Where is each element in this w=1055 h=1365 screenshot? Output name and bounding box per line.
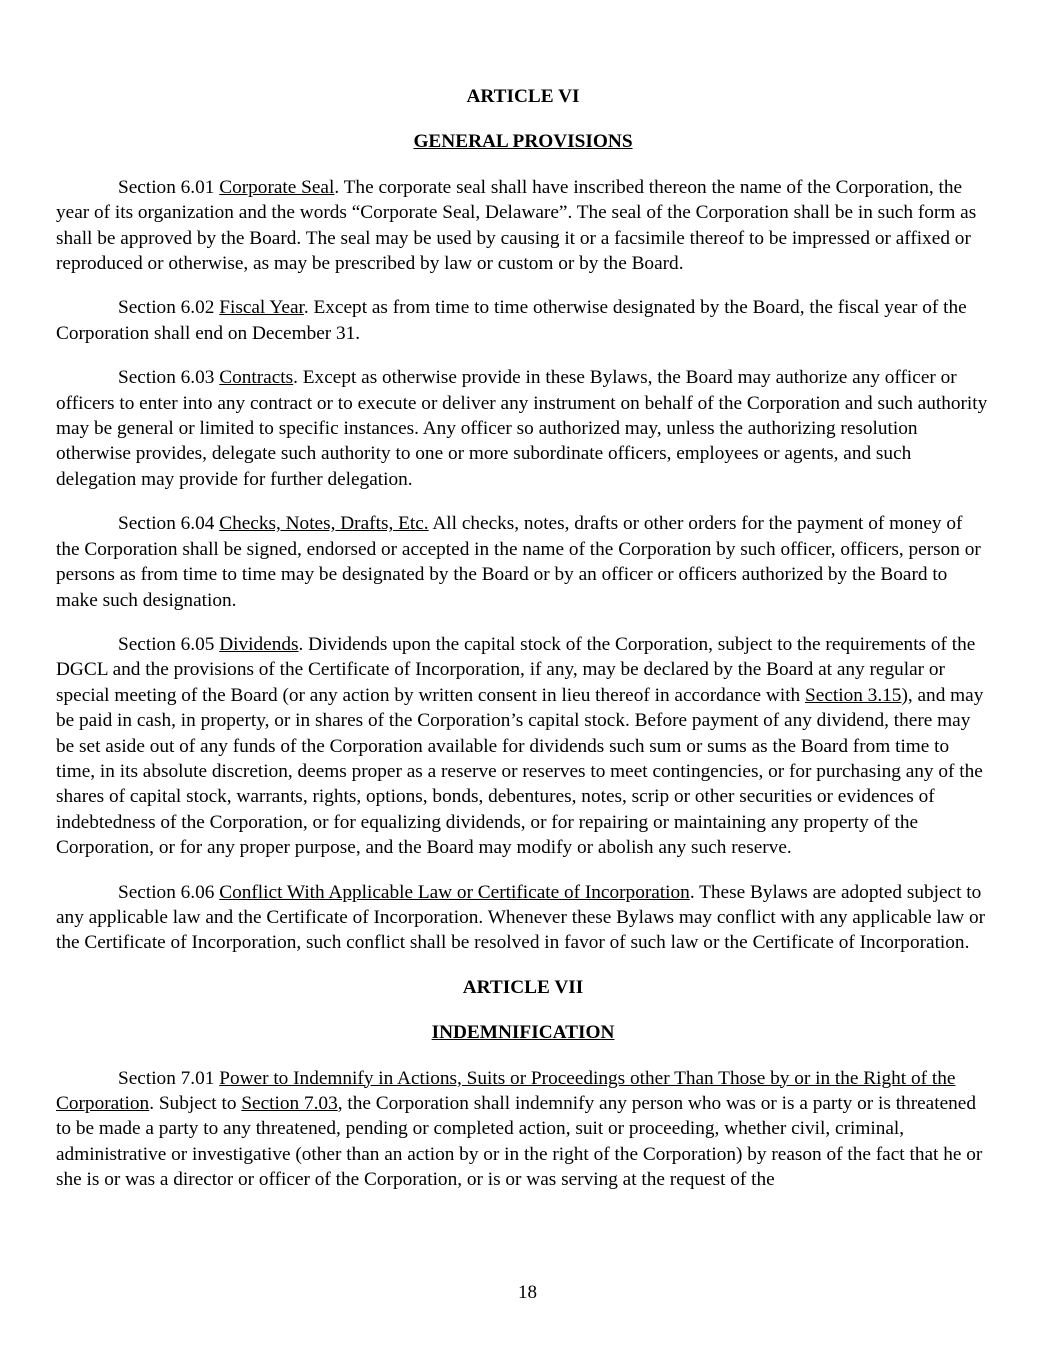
section-caption: Conflict With Applicable Law or Certificate of Incorporation (219, 881, 690, 903)
section-text: . Subject to (149, 1093, 242, 1114)
section-caption: Checks, Notes, Drafts, Etc. (219, 513, 429, 535)
section-7-01 (56, 1066, 990, 1193)
section-number: Section 6.01 (118, 176, 215, 198)
page-number: 18 (518, 1282, 537, 1303)
section-text: . Except as from time to time otherwise designated by the Board, the fiscal year of the Corporation shall end on December 31. (56, 297, 967, 344)
section-6-05 (56, 632, 990, 861)
section-reference: Section 3.15 (805, 684, 902, 706)
section-6-01 (56, 175, 990, 277)
section-6-06 (56, 880, 990, 956)
section-number: Section 6.05 (118, 633, 215, 655)
section-text: . These Bylaws are adopted subject to any applicable law and the Certificate of Incorporation. Whenever these Bylaws may conflict with any applicable law or the Certificate of Incorporation, such conflict shall be resolved in favor of such law or the Certificate of Incorporation. (56, 881, 986, 954)
section-caption: Corporate Seal (219, 176, 335, 198)
section-number: Section 6.02 (118, 297, 215, 319)
section-number: Section 6.06 (118, 881, 215, 903)
section-6-02 (56, 295, 990, 346)
section-text: All checks, notes, drafts or other orders for the payment of money of the Corporation shall be signed, endorsed or accepted in the name of the Corporation by such officer, officers, person or persons as from time to time may be designated by the Board or by an officer or officers authorized by the Board to make such designation. (56, 513, 981, 611)
article-vi-title: ARTICLE VI (466, 86, 580, 107)
section-text: . The corporate seal shall have inscribed thereon the name of the Corporation, the year of its organization and the words “Corporate Seal, Delaware”. The seal of the Corporation shall be in such form as shall be approved by the Board. The seal may be used by causing it or a facsimile thereof to be impressed or affixed or reproduced or otherwise, as may be prescribed by law or custom or by the Board. (56, 176, 977, 275)
section-6-03 (56, 365, 990, 492)
section-text-continued: , the Corporation shall indemnify any person who was or is a party or is threatened to be made a party to any threatened, pending or completed action, suit or proceeding, whether civil, criminal, administrative or investigative (other than an action by or in the right of the Corporation) by reason of the fact that he or she is or was a director or officer of the Corporation, or is or was serving at the request of the (56, 1093, 983, 1191)
section-caption: Dividends (219, 633, 299, 655)
section-number: Section 7.01 (118, 1067, 215, 1089)
section-6-04 (56, 511, 990, 613)
section-caption: Fiscal Year (219, 297, 304, 319)
section-number: Section 6.03 (118, 367, 215, 389)
section-reference: Section 7.03 (241, 1093, 338, 1114)
section-caption: Power to Indemnify in Actions, Suits or Proceedings other Than Those by or in the Right of the Corporation (56, 1067, 956, 1114)
section-text-continued: ), and may be paid in cash, in property, or in shares of the Corporation’s capital stock. Before payment of any dividend, there may be set aside out of any funds of the Corporation available for dividends such sum or sums as the Board from time to time, in its absolute discretion, deems proper as a reserve or reserves to meet contingencies, or for purchasing any of the shares of capital stock, warrants, rights, options, bonds, debentures, notes, scrip or other securities or evidences of indebtedness of the Corporation, or for equalizing dividends, or for repairing or maintaining any property of the Corporation, or for any proper purpose, and the Board may modify or abolish any such reserve. (56, 684, 984, 859)
section-number: Section 6.04 (118, 513, 215, 535)
section-caption: Contracts (219, 367, 294, 389)
document-page (56, 84, 990, 1212)
article-vii-title: ARTICLE VII (462, 976, 584, 998)
section-text: . Dividends upon the capital stock of the Corporation, subject to the requirements of the DGCL and the provisions of the Certificate of Incorporation, if any, may be declared by the Board at any regular or special meeting of the Board (or any action by written consent in lieu thereof in accordance with (56, 633, 976, 706)
section-text: . Except as otherwise provide in these Bylaws, the Board may authorize any officer or officers to enter into any contract or to execute or deliver any instrument on behalf of the Corporation and such authority may be general or limited to specific instances. Any officer so authorized may, unless the authorizing resolution otherwise provides, delegate such authority to one or more subordinate officers, employees or agents, and such delegation may provide for further delegation. (56, 367, 988, 490)
article-vii-heading: INDEMNIFICATION (431, 1022, 615, 1044)
article-vi-heading: GENERAL PROVISIONS (413, 131, 633, 153)
